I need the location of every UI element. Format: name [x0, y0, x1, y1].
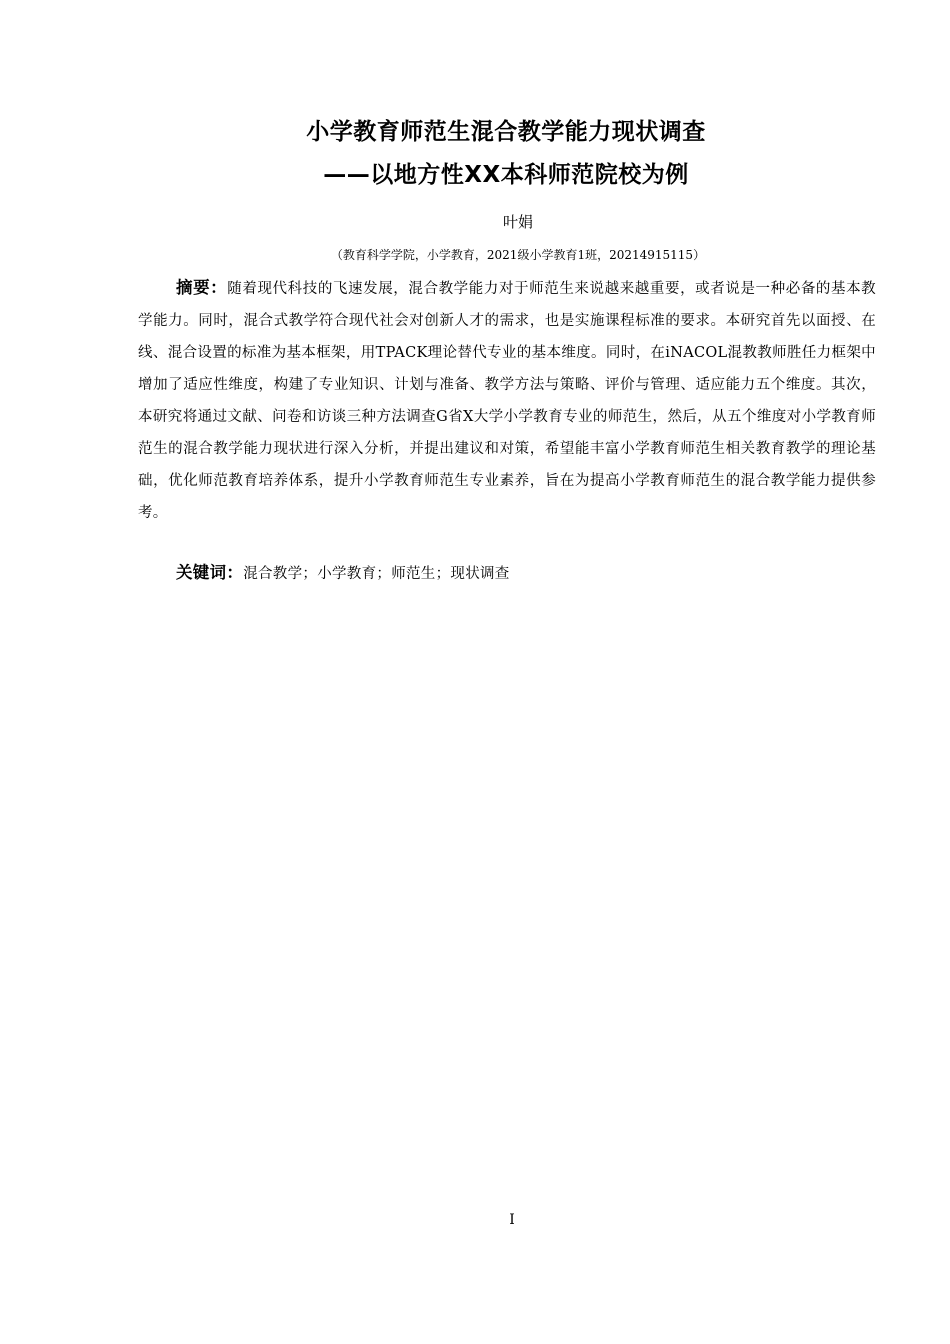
keywords-line: [176, 558, 876, 589]
author-name: 叶娟: [502, 213, 533, 231]
page-title: 小学教育师范生混合教学能力现状调查: [306, 119, 706, 145]
keywords-label: 关键词：: [176, 563, 244, 582]
page-number: I: [509, 1212, 515, 1228]
keywords-text: 混合教学；小学教育；师范生；现状调查: [243, 566, 510, 582]
page-subtitle: ——以地方性XX本科师范院校为例: [323, 162, 689, 188]
author-affiliation: （教育科学学院，小学教育，2021级小学教育1班，20214915115）: [330, 248, 706, 262]
abstract-text: 随着现代科技的飞速发展，混合教学能力对于师范生来说越来越重要，或者说是一种必备的基本教学能力。同时，混合式教学符合现代社会对创新人才的需求，也是实施课程标准的要求。本研究首先以面授、在线、混合设置的标准为基本框架，用TPACK理论替代专业的基本维度。同时，在iNACOL混教教师胜任力框架中增加了适应性维度，构建了专业知识、计划与准备、教学方法与策略、评价与管理、适应能力五个维度。其次，本研究将通过文献、问卷和访谈三种方法调查G省X大学小学教育专业的师范生，然后，从五个维度对小学教育师范生的混合教学能力现状进行深入分析，并提出建议和对策，希望能丰富小学教育师范生相关教育教学的理论基础，优化师范教育培养体系，提升小学教育师范生专业素养，旨在为提高小学教育师范生的混合教学能力提供参考。: [138, 281, 876, 521]
abstract-label: 摘要：: [176, 278, 228, 297]
abstract-paragraph: [138, 272, 876, 529]
